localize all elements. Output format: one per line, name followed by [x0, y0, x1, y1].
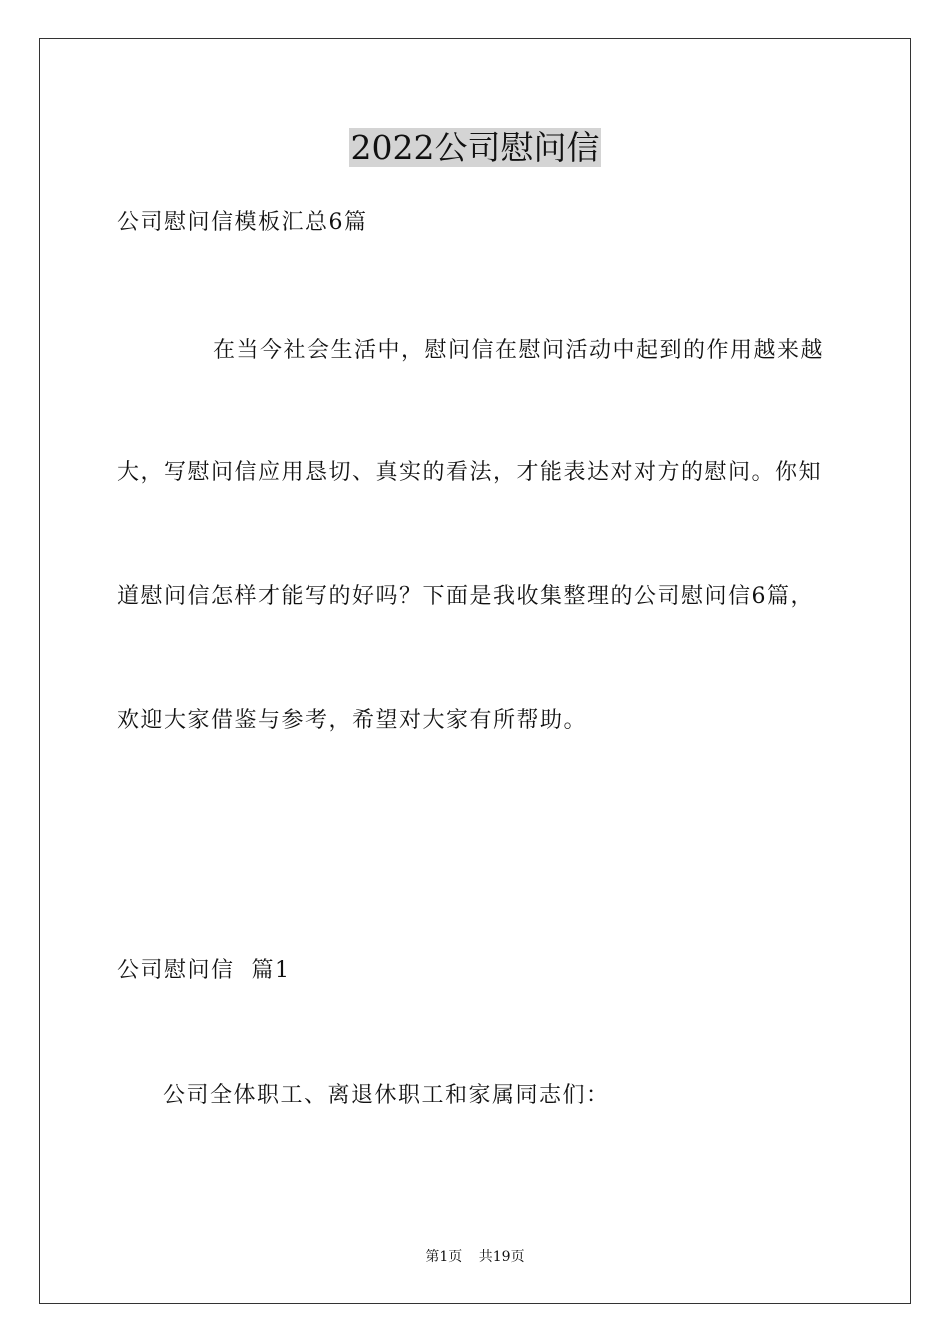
document-title — [0, 128, 950, 168]
section-heading: 公司慰问信 篇1 — [117, 958, 291, 983]
intro-line-2: 大，写慰问信应用恳切、真实的看法，才能表达对对方的慰问。你知 — [117, 460, 823, 485]
document-title-text: 2022公司慰问信 — [350, 128, 600, 167]
intro-line-1: 在当今社会生活中，慰问信在慰问活动中起到的作用越来越 — [213, 338, 825, 363]
intro-line-4: 欢迎大家借鉴与参考，希望对大家有所帮助。 — [117, 708, 588, 733]
page-number: 第1页 — [425, 1249, 463, 1265]
page-footer — [0, 1247, 950, 1267]
document-subtitle: 公司慰问信模板汇总6篇 — [117, 210, 368, 235]
page-total: 共19页 — [478, 1249, 525, 1265]
salutation: 公司全体职工、离退休职工和家属同志们： — [163, 1083, 610, 1108]
intro-line-3: 道慰问信怎样才能写的好吗？下面是我收集整理的公司慰问信6篇， — [117, 584, 814, 609]
